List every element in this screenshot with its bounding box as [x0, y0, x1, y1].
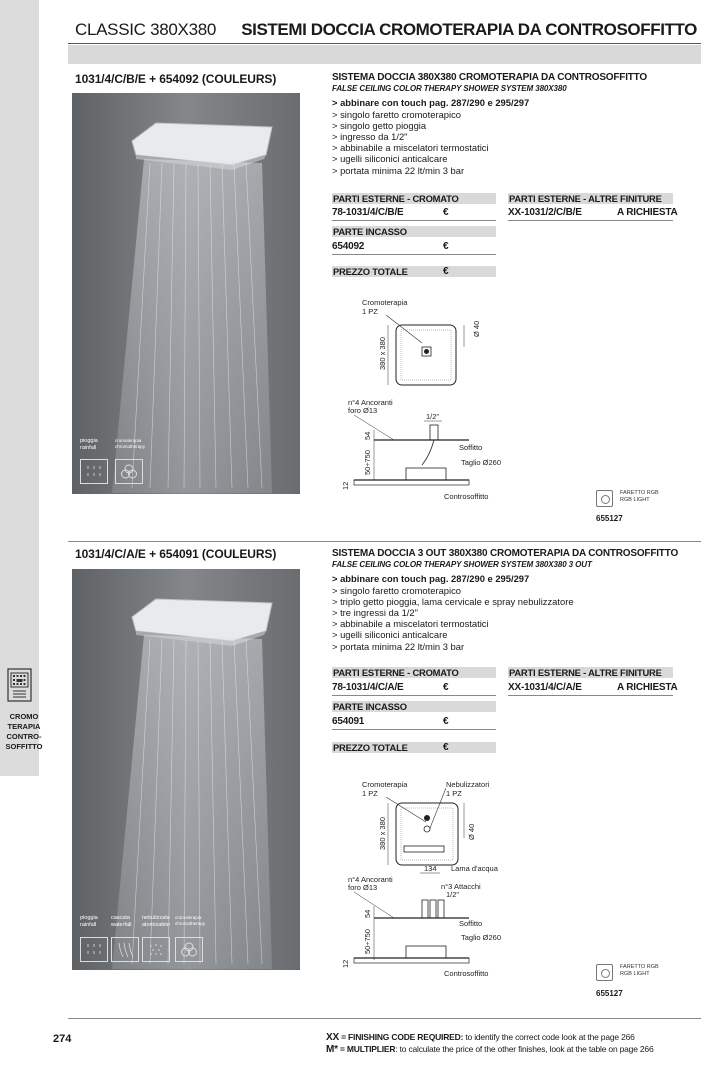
svg-text:1 PZ: 1 PZ: [362, 307, 378, 316]
svg-text:Ø 40: Ø 40: [467, 823, 476, 840]
chromotherapy-icon: [115, 459, 143, 484]
on-request-label: A RICHIESTA: [617, 207, 678, 218]
on-request-label: A RICHIESTA: [617, 682, 678, 693]
svg-text:n°4 Ancoranti: n°4 Ancoranti: [348, 875, 393, 884]
builtin-header: PARTE INCASSO: [332, 701, 496, 712]
product-specs: SISTEMA DOCCIA 3 OUT 380X380 CROMOTERAPIA DA CONTROSOFFITTO FALSE CEILING COLOR THERAPY SHOWER SYSTEM 380X380 3 OUT > abbinare con touch pag. 287/290 e 295/297 > singolo faretto cromoterapico > triplo getto pioggia, lama cervicale e spray nebulizzatore > tre ingressi da 1/2" > abbinabile a miscelatori termostatici > ugelli siliconici anticalcare > portata minima 22 lt/min 3 bar: [332, 548, 679, 652]
technical-drawing: [334, 778, 514, 1003]
price-row-rule: [332, 220, 496, 221]
svg-text:Controsoffitto: Controsoffitto: [444, 492, 489, 501]
footer-divider: [68, 1018, 701, 1019]
builtin-header: PARTE INCASSO: [332, 226, 496, 237]
rainfall-icon: [80, 459, 108, 484]
rgb-light-label: FARETTO RGB RGB LIGHT: [620, 490, 659, 503]
product-photo: pioggia rainfall cascata waterfall nebulizzata atomization cromoterapia chromotherapy: [72, 569, 300, 970]
svg-text:54: 54: [363, 909, 372, 918]
rgb-light-label: FARETTO RGB RGB LIGHT: [620, 964, 659, 977]
external-chrome-header: PARTI ESTERNE - CROMATO: [332, 193, 496, 204]
svg-text:Cromoterapia: Cromoterapia: [362, 298, 408, 307]
svg-text:134: 134: [424, 864, 437, 873]
product-photo: pioggia rainfall cromoterapia chromotherapy: [72, 93, 300, 494]
svg-text:Lama d'acqua: Lama d'acqua: [451, 864, 498, 873]
external-chrome-code: 78-1031/4/C/A/E: [332, 682, 404, 693]
svg-text:380 x 380: 380 x 380: [378, 817, 387, 850]
external-other-code: XX-1031/2/C/B/E: [508, 207, 582, 218]
svg-text:1 PZ: 1 PZ: [362, 789, 378, 798]
svg-text:Soffitto: Soffitto: [459, 919, 483, 928]
external-other-header: PARTI ESTERNE - ALTRE FINITURE: [508, 667, 673, 678]
technical-drawing: [334, 295, 504, 505]
collection-title: CLASSIC 380X380: [75, 20, 217, 39]
sidebar-strip: [0, 0, 39, 776]
chromotherapy-icon: [175, 937, 203, 962]
svg-text:Controsoffitto: Controsoffitto: [444, 969, 489, 978]
total-price-bar: PREZZO TOTALE: [332, 266, 496, 277]
waterfall-icon: [111, 937, 139, 962]
price-currency: €: [443, 207, 449, 218]
section-divider: [68, 541, 701, 542]
svg-text:1 PZ: 1 PZ: [446, 789, 462, 798]
external-other-header: PARTI ESTERNE - ALTRE FINITURE: [508, 193, 673, 204]
svg-text:1/2": 1/2": [446, 890, 460, 899]
svg-text:Nebulizzatori: Nebulizzatori: [446, 780, 490, 789]
svg-text:380 x 380: 380 x 380: [378, 337, 387, 370]
svg-text:Soffitto: Soffitto: [459, 443, 483, 452]
price-row-rule: [332, 254, 496, 255]
svg-text:Taglio Ø260: Taglio Ø260: [461, 933, 502, 942]
svg-text:n°4 Ancoranti: n°4 Ancoranti: [348, 398, 393, 407]
builtin-code: 654091: [332, 716, 365, 727]
svg-text:foro Ø13: foro Ø13: [348, 406, 378, 415]
footnote-multiplier: M* = MULTIPLIER: to calculate the price of the other finishes, look at the table on page 266: [326, 1044, 654, 1055]
total-price-bar: PREZZO TOTALE: [332, 742, 496, 753]
external-other-code: XX-1031/4/C/A/E: [508, 682, 582, 693]
rgb-light-icon: [596, 490, 613, 507]
shower-grid-icon: [7, 668, 32, 702]
page-number: 274: [53, 1033, 72, 1045]
svg-text:50÷750: 50÷750: [363, 450, 372, 475]
svg-text:12: 12: [341, 959, 350, 968]
svg-text:50÷750: 50÷750: [363, 929, 372, 954]
price-currency: €: [443, 241, 449, 252]
price-row-rule: [508, 220, 673, 221]
svg-text:1/2": 1/2": [426, 412, 440, 421]
svg-text:Cromoterapia: Cromoterapia: [362, 780, 408, 789]
rgb-light-code: 655127: [596, 514, 623, 523]
svg-text:Taglio Ø260: Taglio Ø260: [461, 458, 502, 467]
builtin-code: 654092: [332, 241, 365, 252]
product-code-title: 1031/4/C/B/E + 654092 (COULEURS): [75, 72, 277, 86]
header-divider: [68, 43, 701, 44]
svg-text:n°3 Attacchi: n°3 Attacchi: [441, 882, 481, 891]
price-row-rule: [508, 695, 673, 696]
svg-text:12: 12: [341, 481, 350, 490]
svg-text:Ø 40: Ø 40: [472, 320, 481, 337]
rgb-light-code: 655127: [596, 989, 623, 998]
sidebar-category-label: CROMO TERAPIA CONTRO- SOFFITTO: [5, 712, 43, 751]
header-band: [68, 45, 701, 64]
external-chrome-header: PARTI ESTERNE - CROMATO: [332, 667, 496, 678]
svg-text:foro Ø13: foro Ø13: [348, 883, 378, 892]
product-code-title: 1031/4/C/A/E + 654091 (COULEURS): [75, 547, 277, 561]
price-currency: €: [443, 716, 449, 727]
price-row-rule: [332, 729, 496, 730]
rgb-light-icon: [596, 964, 613, 981]
svg-text:54: 54: [363, 431, 372, 440]
price-currency: €: [443, 682, 449, 693]
product-specs: SISTEMA DOCCIA 380X380 CROMOTERAPIA DA CONTROSOFFITTO FALSE CEILING COLOR THERAPY SHOWER SYSTEM 380X380 > abbinare con touch pag. 287/290 e 295/297 > singolo faretto cromoterapico > singolo getto pioggia > ingresso da 1/2" > abbinabile a miscelatori termostatici > ugelli siliconici anticalcare > portata minima 22 lt/min 3 bar: [332, 72, 647, 176]
price-row-rule: [332, 695, 496, 696]
atomization-icon: [142, 937, 170, 962]
price-currency: €: [443, 266, 449, 277]
rainfall-icon: [80, 937, 108, 962]
external-chrome-code: 78-1031/4/C/B/E: [332, 207, 404, 218]
footnote-finishing-code: XX = FINISHING CODE REQUIRED: to identify the correct code look at the page 266: [326, 1032, 635, 1043]
price-currency: €: [443, 742, 449, 753]
category-title: SISTEMI DOCCIA CROMOTERAPIA DA CONTROSOFFITTO: [241, 20, 697, 39]
